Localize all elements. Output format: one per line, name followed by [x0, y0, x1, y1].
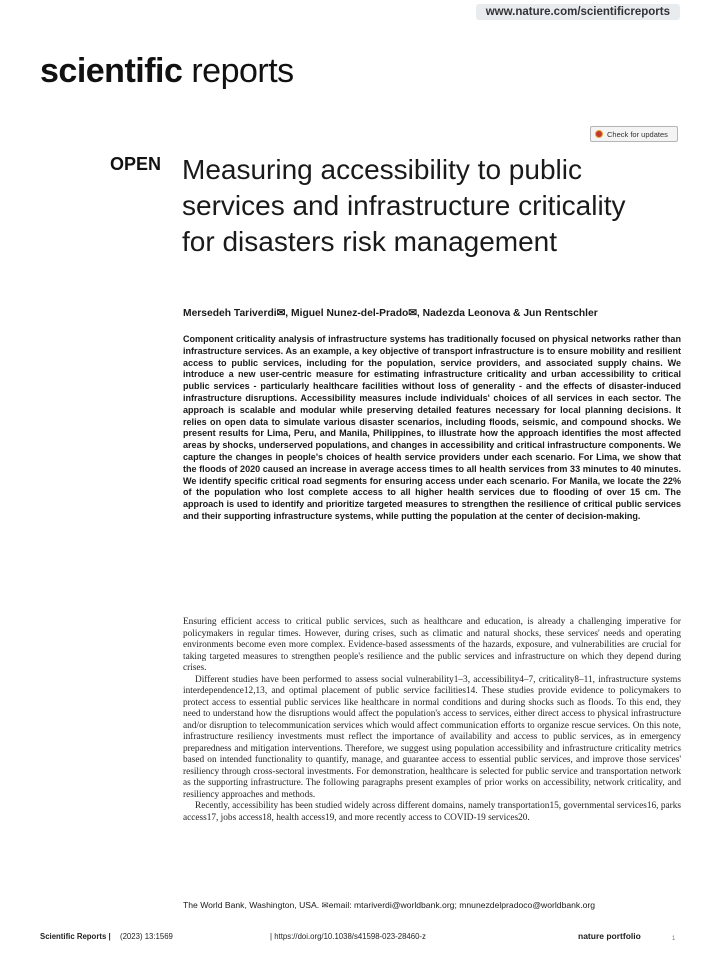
page-number: 1	[672, 936, 676, 942]
footer-journal: Scientific Reports |	[40, 932, 111, 941]
body-paragraph-1: Ensuring efficient access to critical public services, such as healthcare and education, is already a challenging imperative for policymakers in regular times. However, during crises, such as climatic and natural shocks, these services' needs and operating environments become even more complex. Evidence-based assessments of the hazards, exposure, and vulnerabilities are crucial for taking targeted measures to strengthen people's resilience and the public services and infrastructure on which they depend during crises.	[183, 617, 681, 673]
crossmark-icon	[595, 130, 603, 138]
footer-doi-link[interactable]: | https://doi.org/10.1038/s41598-023-28460-z	[270, 932, 426, 941]
footer-citation: (2023) 13:1569	[120, 932, 173, 941]
journal-logo	[40, 52, 294, 91]
body-paragraph-3: Recently, accessibility has been studied widely across different domains, namely transportation15, governmental services16, parks access17, jobs access18, health access19, and more recently access to COVID-19 services20.	[183, 801, 681, 823]
footer-brand: nature portfolio	[578, 931, 641, 941]
check-updates-label: Check for updates	[607, 129, 668, 139]
open-access-label: OPEN	[110, 154, 162, 174]
journal-logo-bold: scientific	[40, 52, 183, 90]
abstract: Component criticality analysis of infrastructure systems has traditionally focused on physical networks rather than infrastructure services. As an example, a key objective of transport infrastructure is to ensure mobility and resilient access to public services, including for the population, service providers, and associated supply chains. We introduce a new user-centric measure for estimating infrastructure criticality and urban accessibility to critical public services - particularly healthcare facilities without loss of generality - and the effects of disaster-induced infrastructure disruptions. Accessibility measures include individuals' choices of all services in each sector. The approach is scalable and modular while preserving detailed features necessary for local planning decisions. It relies on open data to simulate various disaster scenarios, including floods, seismic, and compound shocks. We present results for Lima, Peru, and Manila, Philippines, to illustrate how the approach identifies the most affected areas by shocks, underserved populations, and changes in accessibility and critical infrastructure components. We capture the changes in people's choices of health service providers under each scenario. For Lima, we show that the floods of 2020 caused an increase in average access times to all health services from 33 minutes to 40 minutes. We identify specific critical road segments for ensuring access under each scenario. For Manila, we locate the 22% of the population who lost complete access to all higher health services due to flooding of over 15 cm. The approach is used to identify and prioritize targeted measures to strengthen the resilience of critical public services and their supporting infrastructure systems, while putting the population at the center of decision-making.	[183, 334, 681, 521]
author-list: Mersedeh Tariverdi✉, Miguel Nunez-del-Prado✉, Nadezda Leonova & Jun Rentschler	[183, 308, 598, 319]
body-paragraph-2: Different studies have been performed to assess social vulnerability1–3, accessibility4–7, criticality8–11, infrastructure systems interdependence12,13, and optimal placement of public service facilities14. These studies provide evidence to policymakers to protect access to essential public services like healthcare in normal conditions and during shocks such as floods. To this end, they need to understand how the disruptions would affect the population's access to services, either direct access to physical infrastructure and/or disruption to telecommunication services which would affect communication efforts to organize rescue services. On this note, infrastructure resiliency investments must reflect the importance of availability and access to public services, as in emergency preparedness and mitigation interventions. Therefore, we suggest using population accessibility and infrastructure criticality metrics based on intended functionality to quantify, manage, and guarantee access to essential public services, and improve those services' resiliency through cross-sectoral investments. For demonstration, healthcare is selected for public service and transportation network as the supporting infrastructure. The following paragraphs present examples of prior works on accessibility, network criticality, and resiliency approaches and methods.	[183, 674, 681, 800]
check-for-updates-button[interactable]	[590, 126, 678, 142]
affiliation: The World Bank, Washington, USA. ✉email: mtariverdi@worldbank.org; mnunezdelpradoco@worldbank.org	[183, 900, 596, 910]
journal-logo-light: reports	[182, 52, 294, 90]
body-text	[183, 617, 681, 824]
journal-url[interactable]: www.nature.com/scientificreports	[476, 4, 680, 20]
article-title: Measuring accessibility to public services and infrastructure criticality for disasters risk management	[182, 154, 626, 257]
